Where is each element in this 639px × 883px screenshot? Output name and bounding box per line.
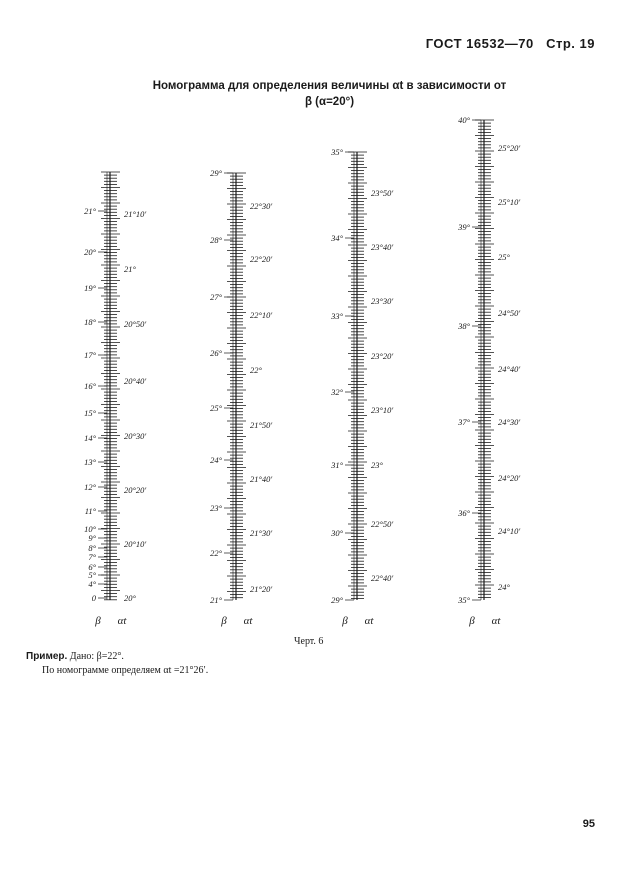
beta-label: 31° — [331, 460, 343, 470]
beta-label: 9° — [88, 533, 96, 543]
beta-label: 36° — [458, 508, 470, 518]
beta-label: 40° — [458, 115, 470, 125]
alpha-label: 23°10′ — [371, 405, 394, 415]
alpha-axis-label: αt — [243, 615, 253, 627]
beta-label: 29° — [210, 168, 222, 178]
alpha-axis-label: αt — [364, 615, 374, 627]
beta-label: 12° — [84, 482, 96, 492]
beta-label: 23° — [210, 503, 222, 513]
beta-label: 27° — [210, 292, 222, 302]
alpha-label: 21°30′ — [250, 528, 273, 538]
beta-label: 38° — [458, 321, 470, 331]
beta-label: 7° — [88, 552, 96, 562]
beta-axis-label: β — [221, 615, 227, 627]
alpha-label: 23°50′ — [371, 188, 394, 198]
alpha-label: 20°30′ — [124, 431, 147, 441]
alpha-label: 24°50′ — [498, 308, 521, 318]
beta-label: 8° — [88, 543, 96, 553]
alpha-label: 22° — [250, 365, 262, 375]
alpha-label: 22°30′ — [250, 201, 273, 211]
alpha-label: 21° — [124, 264, 136, 274]
beta-label: 4° — [88, 579, 96, 589]
beta-label: 39° — [458, 222, 470, 232]
beta-label: 22° — [210, 548, 222, 558]
beta-label: 17° — [84, 350, 96, 360]
alpha-label: 24°40′ — [498, 364, 521, 374]
beta-label: 21° — [84, 206, 96, 216]
example-result: По номограмме определяем αt =21°26′. — [42, 665, 209, 676]
page-ref: Стр. 19 — [546, 36, 595, 51]
beta-label: 29° — [331, 595, 343, 605]
beta-label: 19° — [84, 283, 96, 293]
beta-label: 37° — [458, 417, 470, 427]
beta-label: 35° — [331, 147, 343, 157]
beta-axis-label: β — [469, 615, 475, 627]
beta-label: 25° — [210, 403, 222, 413]
alpha-label: 23°20′ — [371, 351, 394, 361]
alpha-label: 23°40′ — [371, 242, 394, 252]
alpha-label: 25°20′ — [498, 143, 521, 153]
example-label: Пример. — [26, 651, 68, 662]
beta-label: 34° — [331, 233, 343, 243]
alpha-label: 24°30′ — [498, 417, 521, 427]
figure-caption: Черт. 6 — [294, 636, 324, 647]
beta-label: 18° — [84, 317, 96, 327]
beta-label: 20° — [84, 247, 96, 257]
alpha-label: 21°20′ — [250, 584, 273, 594]
title-line-1: Номограмма для определения величины αt в зависимости от — [152, 80, 507, 92]
page-number: 95 — [582, 818, 595, 830]
alpha-axis-label: αt — [491, 615, 501, 627]
beta-label: 26° — [210, 348, 222, 358]
alpha-label: 22°40′ — [371, 573, 394, 583]
beta-label: 28° — [210, 235, 222, 245]
alpha-label: 22°50′ — [371, 519, 394, 529]
alpha-label: 25°10′ — [498, 197, 521, 207]
alpha-label: 24°10′ — [498, 526, 521, 536]
alpha-label: 24°20′ — [498, 473, 521, 483]
beta-label: 14° — [84, 433, 96, 443]
alpha-label: 23°30′ — [371, 296, 394, 306]
beta-label: 32° — [331, 387, 343, 397]
alpha-label: 20° — [124, 593, 136, 603]
standard-number: ГОСТ 16532—70 — [425, 36, 534, 51]
example-line-1 — [26, 651, 124, 662]
alpha-label: 23° — [371, 460, 383, 470]
beta-label: 13° — [84, 457, 96, 467]
beta-label: 35° — [458, 595, 470, 605]
alpha-label: 20°50′ — [124, 319, 147, 329]
beta-label: 24° — [210, 455, 222, 465]
beta-axis-label: β — [342, 615, 348, 627]
alpha-label: 20°20′ — [124, 485, 147, 495]
beta-label: 10° — [84, 524, 96, 534]
beta-label: 11° — [84, 506, 96, 516]
beta-axis-label: β — [95, 615, 101, 627]
alpha-label: 22°20′ — [250, 254, 273, 264]
alpha-label: 25° — [498, 252, 510, 262]
beta-label: 21° — [210, 595, 222, 605]
alpha-label: 22°10′ — [250, 310, 273, 320]
alpha-label: 21°50′ — [250, 420, 273, 430]
alpha-axis-label: αt — [117, 615, 127, 627]
alpha-label: 21°10′ — [124, 209, 147, 219]
beta-label: 5° — [88, 570, 96, 580]
beta-label: 30° — [331, 528, 343, 538]
alpha-label: 24° — [498, 582, 510, 592]
beta-label: 33° — [331, 311, 343, 321]
alpha-label: 20°40′ — [124, 376, 147, 386]
beta-label: 6° — [88, 562, 96, 572]
title-line-2: β (α=20°) — [304, 96, 355, 108]
beta-label: 16° — [84, 381, 96, 391]
beta-label: 0 — [91, 593, 96, 603]
example-given: Дано: β=22°. — [69, 651, 124, 662]
alpha-label: 20°10′ — [124, 539, 147, 549]
beta-label: 15° — [84, 408, 96, 418]
alpha-label: 21°40′ — [250, 474, 273, 484]
